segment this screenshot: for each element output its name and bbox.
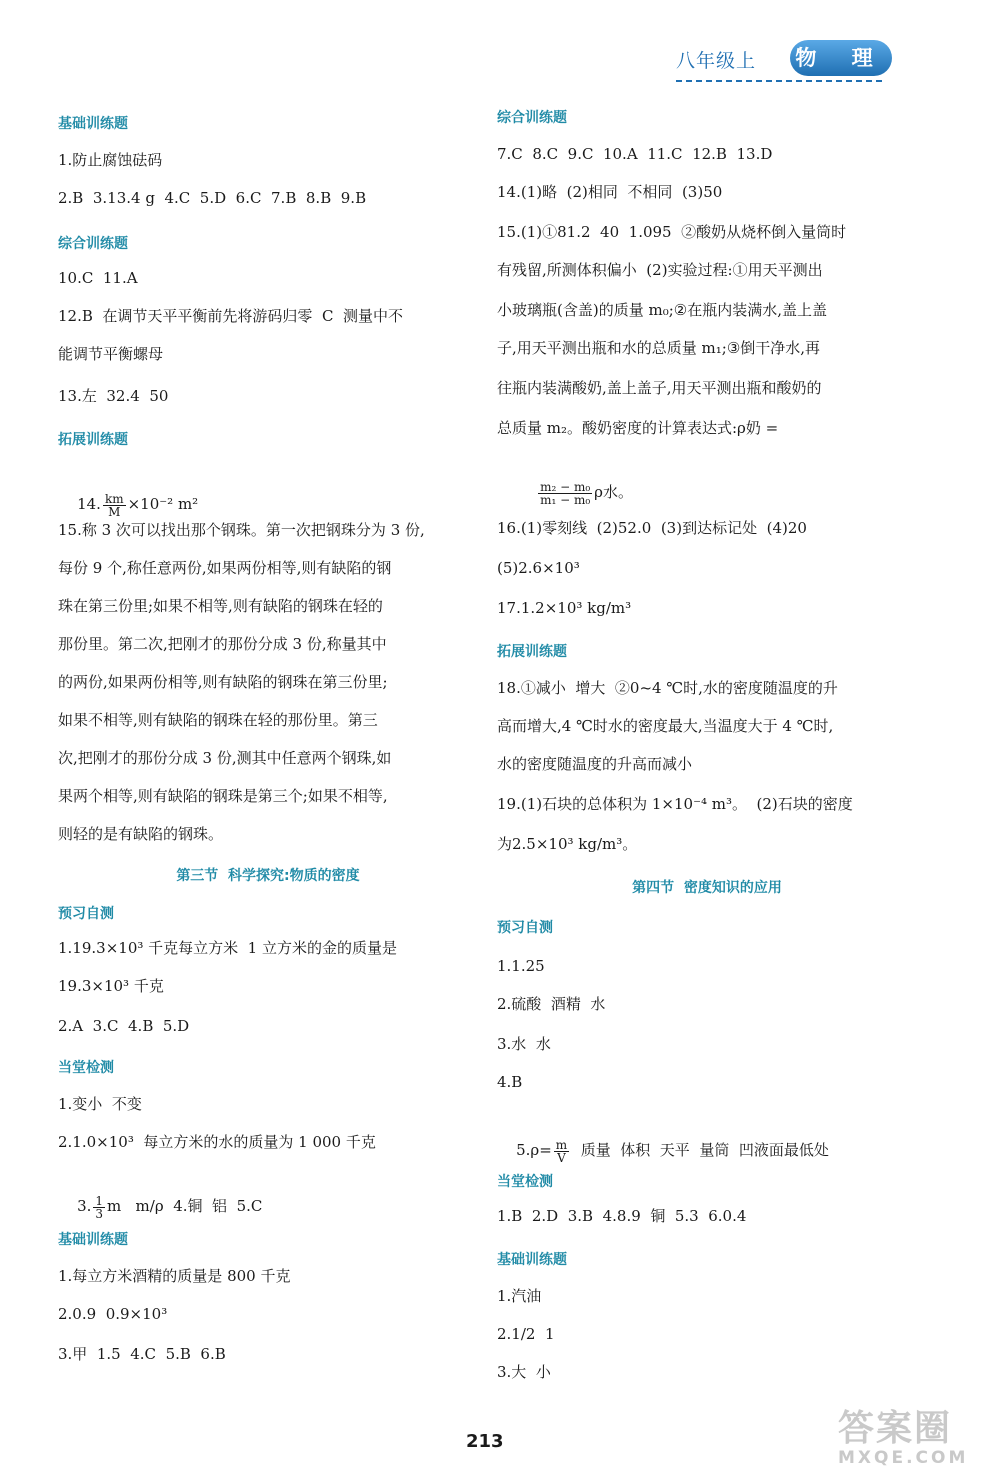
answer-suffix: m m/ρ 4.铜 铝 5.C: [107, 1197, 263, 1215]
watermark: [838, 1410, 988, 1474]
answer-line: 17.1.2×10³ kg/m³: [497, 599, 632, 617]
answer-line: 19.(1)石块的总体积为 1×10⁻⁴ m³。 (2)石块的密度: [497, 795, 853, 813]
answer-prefix: 5.ρ=: [516, 1141, 552, 1159]
fraction: [538, 481, 592, 506]
answer-line: 1.1.25: [497, 957, 545, 975]
section-title: 预习自测: [497, 920, 553, 936]
fraction-denominator: m₁ − m₀: [540, 492, 591, 507]
section-title: 当堂检测: [497, 1174, 553, 1190]
answer-line: 每份 9 个,称任意两份,如果两份相等,则有缺陷的钢: [58, 559, 392, 577]
answer-line: 高而增大,4 ℃时水的密度最大,当温度大于 4 ℃时,: [497, 717, 834, 735]
answer-line: 2.B 3.13.4 g 4.C 5.D 6.C 7.B 8.B 9.B: [58, 189, 367, 207]
answer-line: (5)2.6×10³: [497, 559, 580, 577]
answer-line: 小玻璃瓶(含盖)的质量 m₀;②在瓶内装满水,盖上盖: [497, 301, 827, 319]
fraction-numerator: km: [104, 491, 124, 506]
answer-line: 3.甲 1.5 4.C 5.B 6.B: [58, 1345, 226, 1363]
section-title: 拓展训练题: [497, 644, 567, 660]
chapter-title: 第三节 科学探究:物质的密度: [176, 868, 360, 884]
section-title: 综合训练题: [497, 110, 567, 126]
answer-line: 子,用天平测出瓶和水的总质量 m₁;③倒干净水,再: [497, 339, 821, 357]
answer-line: 1.防止腐蚀砝码: [58, 151, 163, 169]
answer-line: 1.B 2.D 3.B 4.8.9 铜 5.3 6.0.4: [497, 1207, 747, 1225]
answer-line: 2.硫酸 酒精 水: [497, 995, 606, 1013]
answer-line: 2.A 3.C 4.B 5.D: [58, 1017, 190, 1035]
answer-line: 果两个相等,则有缺陷的钢珠是第三个;如果不相等,: [58, 787, 388, 805]
answer-line: 1.每立方米酒精的质量是 800 千克: [58, 1267, 291, 1285]
answer-line: 那份里。第二次,把刚才的那份分成 3 份,称量其中: [58, 635, 387, 653]
answer-prefix: 3.: [77, 1197, 92, 1215]
fraction: [554, 1139, 569, 1164]
fraction-denominator: V: [557, 1150, 566, 1165]
answer-line: 4.B: [497, 1073, 523, 1091]
fraction-numerator: m₂ − m₀: [540, 479, 591, 494]
answer-line: 18.①减小 增大 ②0~4 ℃时,水的密度随温度的升: [497, 679, 838, 697]
answer-line: 14.(1)略 (2)相同 不相同 (3)50: [497, 183, 723, 201]
chapter-title: 第四节 密度知识的应用: [632, 880, 782, 896]
section-title: 拓展训练题: [58, 432, 128, 448]
answer-line: 1.19.3×10³ 千克每立方米 1 立方米的金的质量是: [58, 939, 397, 957]
answer-line: 的两份,如果两份相等,则有缺陷的钢珠在第三份里;: [58, 673, 388, 691]
answer-line: 15.称 3 次可以找出那个钢珠。第一次把钢珠分为 3 份,: [58, 521, 425, 539]
answer-prefix: 14.: [77, 495, 101, 513]
answer-line: 7.C 8.C 9.C 10.A 11.C 12.B 13.D: [497, 145, 773, 163]
answer-line: 2.0.9 0.9×10³: [58, 1305, 168, 1323]
answer-line: 3.水 水: [497, 1035, 551, 1053]
section-title: 综合训练题: [58, 236, 128, 252]
answer-line: 15.(1)①81.2 40 1.095 ②酸奶从烧杯倒入量筒时: [497, 223, 847, 241]
fraction-numerator: 1: [95, 1193, 104, 1208]
fraction-denominator: 3: [95, 1206, 104, 1221]
answer-line: 为2.5×10³ kg/m³。: [497, 835, 638, 853]
answer-line: 有残留,所测体积偏小 (2)实验过程:①用天平测出: [497, 261, 823, 279]
watermark-url: MXQE.COM: [838, 1448, 969, 1468]
subject-badge: 物 理: [790, 40, 892, 76]
watermark-logo: 答案圈: [838, 1408, 953, 1449]
answer-suffix: ×10⁻² m²: [127, 495, 199, 513]
section-title: 基础训练题: [58, 116, 128, 132]
section-title: 当堂检测: [58, 1060, 114, 1076]
answer-line: 次,把刚才的那份分成 3 份,测其中任意两个钢珠,如: [58, 749, 392, 767]
answer-line: 10.C 11.A: [58, 269, 138, 287]
section-title: 预习自测: [58, 906, 114, 922]
fraction-denominator: M: [108, 504, 121, 519]
answer-line: 则轻的是有缺陷的钢珠。: [58, 825, 224, 843]
answer-line: 水的密度随温度的升高而减小: [497, 755, 693, 773]
header-divider: [676, 80, 882, 82]
answer-line: 2.1.0×10³ 每立方米的水的质量为 1 000 千克: [58, 1133, 376, 1151]
answer-line: 总质量 m₂。酸奶密度的计算表达式:ρ奶 =: [497, 419, 779, 437]
section-title: 基础训练题: [497, 1252, 567, 1268]
answer-line: 16.(1)零刻线 (2)52.0 (3)到达标记处 (4)20: [497, 519, 807, 537]
answer-suffix: ρ水。: [594, 483, 633, 501]
answer-suffix: 质量 体积 天平 量筒 凹液面最低处: [571, 1141, 829, 1159]
answer-line: 如果不相等,则有缺陷的钢珠在轻的那份里。第三: [58, 711, 378, 729]
answer-line: 12.B 在调节天平平衡前先将游码归零 C 测量中不: [58, 307, 403, 325]
fraction: [103, 493, 126, 518]
answer-line: 能调节平衡螺母: [58, 345, 164, 363]
answer-line: 3.大 小: [497, 1363, 551, 1381]
answer-line: 13.左 32.4 50: [58, 387, 169, 405]
section-title: 基础训练题: [58, 1232, 128, 1248]
answer-line: 19.3×10³ 千克: [58, 977, 164, 995]
answer-line: 1.汽油: [497, 1287, 542, 1305]
answer-line: 往瓶内装满酸奶,盖上盖子,用天平测出瓶和酸奶的: [497, 379, 822, 397]
fraction: [93, 1195, 105, 1220]
answer-line: 2.1/2 1: [497, 1325, 555, 1343]
page-number: 213: [466, 1431, 504, 1452]
header-grade: 八年级上: [676, 50, 757, 72]
answer-line: 珠在第三份里;如果不相等,则有缺陷的钢珠在轻的: [58, 597, 383, 615]
fraction-numerator: m: [555, 1137, 568, 1152]
answer-line: 1.变小 不变: [58, 1095, 142, 1113]
